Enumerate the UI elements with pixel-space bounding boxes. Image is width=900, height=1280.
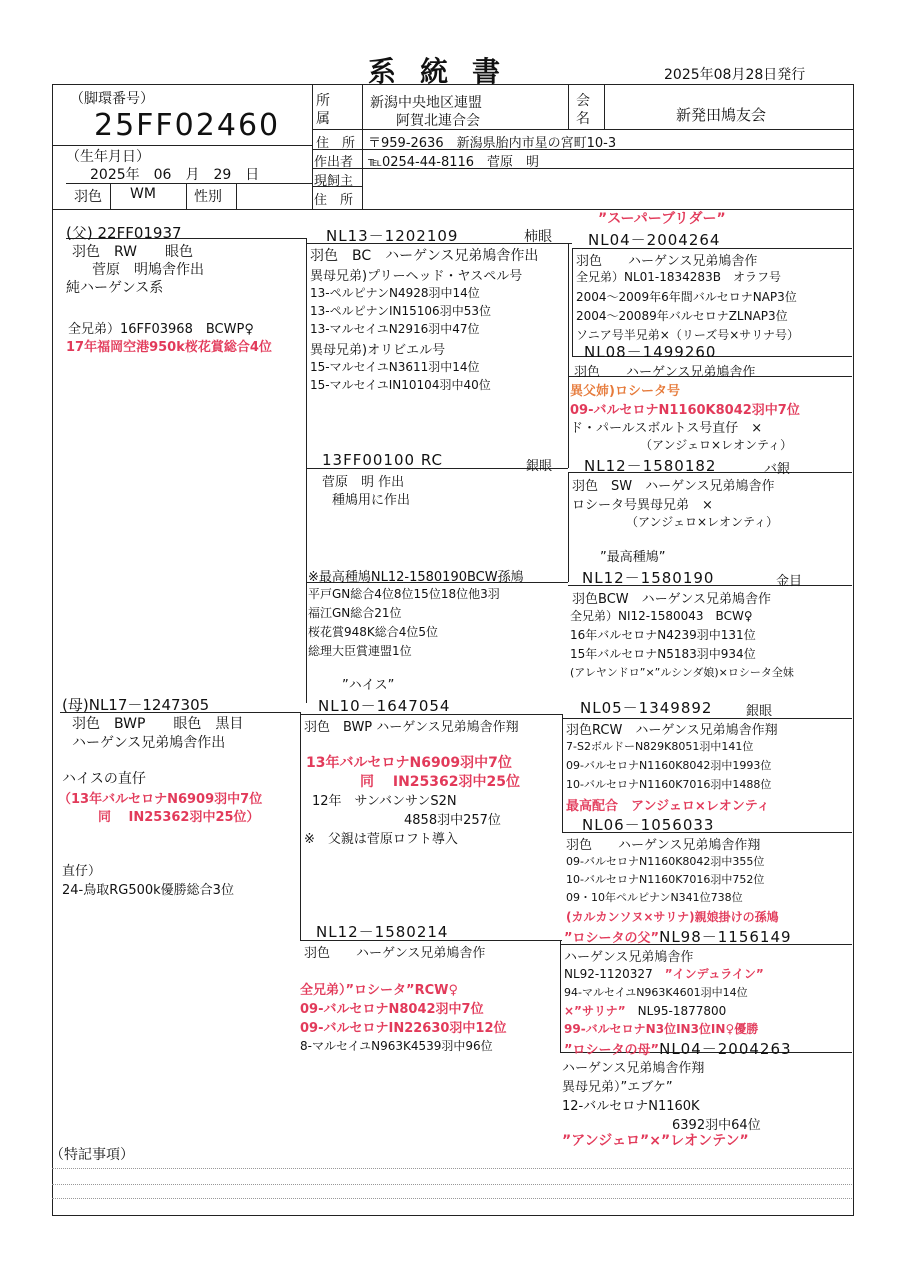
ss-note-1: 13-ペルピナンN4928羽中14位 — [310, 286, 480, 300]
birth-label: （生年月日） — [66, 149, 150, 165]
dds-ring2: NL92-1120327 ”インデュライン” — [564, 967, 764, 981]
dd-color: 羽色 ハーゲンス兄弟鳩舎作 — [304, 946, 486, 961]
dss-color: 羽色RCW ハーゲンス兄弟鳩舎作翔 — [566, 723, 778, 738]
sdd-color: 羽色BCW ハーゲンス兄弟鳩舎作 — [572, 592, 771, 607]
ss-note-6: 15-マルセイユIN10104羽中40位 — [310, 378, 491, 392]
sdd-note-1: 16年バルセロナN4239羽中131位 — [570, 628, 756, 642]
sdd-eye: 金目 — [776, 574, 803, 589]
ss-ring: NL13－1202109 — [326, 227, 459, 245]
ddd-note-2: 12-バルセロナN1160K — [562, 1099, 700, 1114]
ds-result-2: 同 IN25362羽中25位 — [360, 774, 520, 790]
affiliation-2: 阿賀北連合会 — [396, 113, 480, 129]
ds-ring: NL10－1647054 — [318, 697, 451, 715]
sdd-nickname: ”最高種鳩” — [600, 550, 666, 565]
sds-eye: バ銀 — [764, 462, 791, 477]
sdd-ring: NL12－1580190 — [582, 569, 715, 587]
issue-date: 2025年08月28日発行 — [664, 67, 806, 83]
ss-eye: 柿眼 — [524, 229, 552, 245]
sd-ring: 13FF00100 RC — [322, 451, 443, 469]
dsd-note-0: 09-バルセロナN1160K8042羽中355位 — [566, 855, 765, 868]
dsd-note-2: 09・10年ペルピナンN341位738位 — [566, 891, 743, 904]
club-label: 会名 — [576, 93, 590, 127]
dds-result: 99-バルセロナN3位IN3位IN♀優勝 — [564, 1022, 759, 1036]
sdd-note-3: (アレヤンドロ”×”ルシンダ娘)×ロシータ全妹 — [570, 666, 794, 679]
sds-color: 羽色 SW ハーゲンス兄弟鳩舎作 — [572, 479, 775, 494]
sdd-note-0: 全兄弟）NI12-1580043 BCW♀ — [570, 609, 753, 623]
sss-color: 羽色 ハーゲンス兄弟鳩舎作 — [576, 254, 758, 269]
sd-purpose: 種鳩用に作出 — [332, 493, 411, 508]
breeder-value: ℡0254-44-8116 菅原 明 — [368, 155, 540, 170]
owner-label: 現飼主 — [314, 174, 354, 189]
dam-result-2: 同 IN25362羽中25位） — [98, 810, 260, 825]
ssd-color: 羽色 ハーゲンス兄弟鳩舎作 — [574, 365, 756, 380]
dss-highlight: 最高配合 アンジェロ×レオンティ — [566, 799, 770, 814]
sss-nickname: ”スーパーブリダー” — [598, 211, 726, 227]
breeder-label: 作出者 — [314, 155, 354, 170]
dsd-highlight: (カルカンソヌ×サリナ)親娘掛けの孫鳩 — [566, 910, 779, 924]
dss-note-1: 09-バルセロナN1160K8042羽中1993位 — [566, 759, 772, 772]
ddd-header: ”ロシータの母”NL04－2004263 — [564, 1040, 792, 1058]
address-value: 〒959-2636 新潟県胎内市星の宮町10-3 — [368, 136, 617, 151]
sss-note-1: 2004～2009年6年間バルセロナNAP3位 — [576, 290, 797, 304]
ds-note-1: 12年 サンバンサンS2N — [312, 794, 457, 809]
dsd-color: 羽色 ハーゲンス兄弟鳩舎作翔 — [566, 838, 761, 853]
sire-line: 純ハーゲンス系 — [66, 280, 164, 296]
dam-child-label: 直仔） — [62, 864, 102, 879]
ddd-note-1: 異母兄弟）”エブケ” — [562, 1080, 673, 1095]
ssd-note-1: （アンジェロ×レオンティ） — [640, 438, 793, 452]
dsd-note-1: 10-バルセロナN1160K7016羽中752位 — [566, 873, 765, 886]
ds-note-3: ※ 父親は菅原ロフト導入 — [304, 832, 458, 847]
sss-note-0: 全兄弟）NL01-1834283B オラフ号 — [576, 270, 781, 284]
ds-result-1: 13年バルセロナN6909羽中7位 — [306, 755, 512, 771]
dam-child-result: 24-鳥取RG500k優勝総合3位 — [62, 883, 234, 898]
ss-note-0: 異母兄弟)プリーヘッド・ヤスペル号 — [310, 269, 523, 284]
color-value: WM — [130, 186, 156, 202]
dam-breeder: ハーゲンス兄弟鳩舎作出 — [72, 735, 226, 751]
dam-color: 羽色 BWP 眼色 黒目 — [72, 716, 244, 732]
ssd-result: 09-バルセロナN1160K8042羽中7位 — [570, 403, 800, 418]
dds-header: ”ロシータの父”NL98－1156149 — [564, 928, 792, 946]
document-title: 系統書 — [368, 55, 525, 88]
color-label: 羽色 — [74, 189, 102, 205]
dss-note-2: 10-バルセロナN1160K7016羽中1488位 — [566, 778, 772, 791]
dd-result-1: 09-バルセロナN8042羽中7位 — [300, 1002, 484, 1017]
sd-grand: ※最高種鳩NL12-1580190BCW孫鳩 — [308, 570, 524, 585]
dds-breeder: ハーゲンス兄弟鳩舎作 — [564, 950, 694, 965]
ssd-note-0: ド・パールスボルトス号直仔 × — [570, 421, 763, 436]
dam-relation: ハイスの直仔 — [62, 771, 146, 787]
dd-ring: NL12－1580214 — [316, 923, 449, 941]
dam-result-1: （13年バルセロナN6909羽中7位 — [58, 792, 263, 807]
remarks-label: （特記事項） — [50, 1147, 134, 1163]
dds-note-2: ×”サリナ” NL95-1877800 — [564, 1004, 727, 1018]
sss-ring: NL04－2004264 — [588, 231, 721, 249]
ss-note-3: 13-マルセイユN2916羽中47位 — [310, 322, 480, 336]
sire-breeder: 菅原 明鳩舎作出 — [92, 262, 204, 278]
dss-eye: 銀眼 — [746, 704, 773, 719]
ddd-breeder: ハーゲンス兄弟鳩舎作翔 — [562, 1061, 705, 1076]
dam-ring: (母)NL17－1247305 — [62, 696, 210, 714]
ddd-note-3: 6392羽中64位 — [672, 1118, 761, 1133]
sex-label: 性別 — [194, 189, 222, 205]
sds-ring: NL12－1580182 — [584, 457, 717, 475]
sss-note-2: 2004～20089年バルセロナZLNAP3位 — [576, 309, 788, 323]
ring-label: （脚環番号） — [70, 91, 154, 107]
sds-note-0: ロシータ号異母兄弟 × — [572, 498, 713, 513]
sdd-note-2: 15年バルセロナN5183羽中934位 — [570, 647, 756, 661]
dss-ring: NL05－1349892 — [580, 699, 713, 717]
dd-sibling: 全兄弟）”ロシータ”RCW♀ — [300, 983, 458, 998]
dd-note: 8-マルセイユN963K4539羽中96位 — [300, 1039, 493, 1053]
address-label: 住 所 — [316, 136, 356, 151]
birth-date: 2025年 06 月 29 日 — [90, 167, 260, 183]
affiliation-1: 新潟中央地区連盟 — [370, 95, 482, 111]
dd-result-2: 09-バルセロナIN22630羽中12位 — [300, 1021, 507, 1036]
ss-note-2: 13-ペルピナンIN15106羽中53位 — [310, 304, 491, 318]
sd-note-0: 平戸GN総合4位8位15位18位他3羽 — [308, 587, 500, 601]
sss-note-3: ソニア号半兄弟×（リーズ号×サリナ号） — [576, 328, 800, 342]
ring-number: 25FF02460 — [94, 108, 281, 143]
ssd-sister: 異父姉)ロシータ号 — [570, 384, 680, 399]
sire-color: 羽色 RW 眼色 — [72, 244, 194, 260]
sd-note-1: 福江GN総合21位 — [308, 606, 402, 620]
ds-nickname: ”ハイス” — [342, 678, 395, 693]
ssd-ring: NL08－1499260 — [584, 343, 717, 361]
sd-note-3: 総理大臣賞連盟1位 — [308, 644, 412, 658]
sd-eye: 銀眼 — [526, 459, 553, 474]
ss-color: 羽色 BC ハーゲンス兄弟鳩舎作出 — [310, 248, 539, 264]
sds-note-1: （アンジェロ×レオンティ） — [626, 515, 779, 529]
club-name: 新発田鳩友会 — [676, 106, 767, 124]
ds-color: 羽色 BWP ハーゲンス兄弟鳩舎作翔 — [304, 720, 519, 735]
affiliation-label: 所属 — [316, 93, 330, 127]
sire-ring: (父) 22FF01937 — [66, 224, 182, 242]
dsd-ring: NL06－1056033 — [582, 816, 715, 834]
owner-address-label: 住 所 — [314, 193, 354, 208]
sire-sibling: 全兄弟）16FF03968 BCWP♀ — [68, 322, 254, 337]
sire-sibling-result: 17年福岡空港950k桜花賞総合4位 — [66, 340, 272, 355]
ddd-highlight: ”アンジェロ”×”レオンテン” — [562, 1133, 749, 1149]
dds-note-1: 94-マルセイユN963K4601羽中14位 — [564, 986, 748, 999]
ss-note-5: 15-マルセイユN3611羽中14位 — [310, 360, 480, 374]
sd-note-2: 桜花賞948K総合4位5位 — [308, 625, 439, 639]
ss-note-4: 異母兄弟)オリビエル号 — [310, 343, 446, 358]
ds-note-2: 4858羽中257位 — [404, 813, 501, 828]
dss-note-0: 7-S2ボルドーN829K8051羽中141位 — [566, 740, 754, 753]
sd-breeder: 菅原 明 作出 — [322, 475, 405, 490]
